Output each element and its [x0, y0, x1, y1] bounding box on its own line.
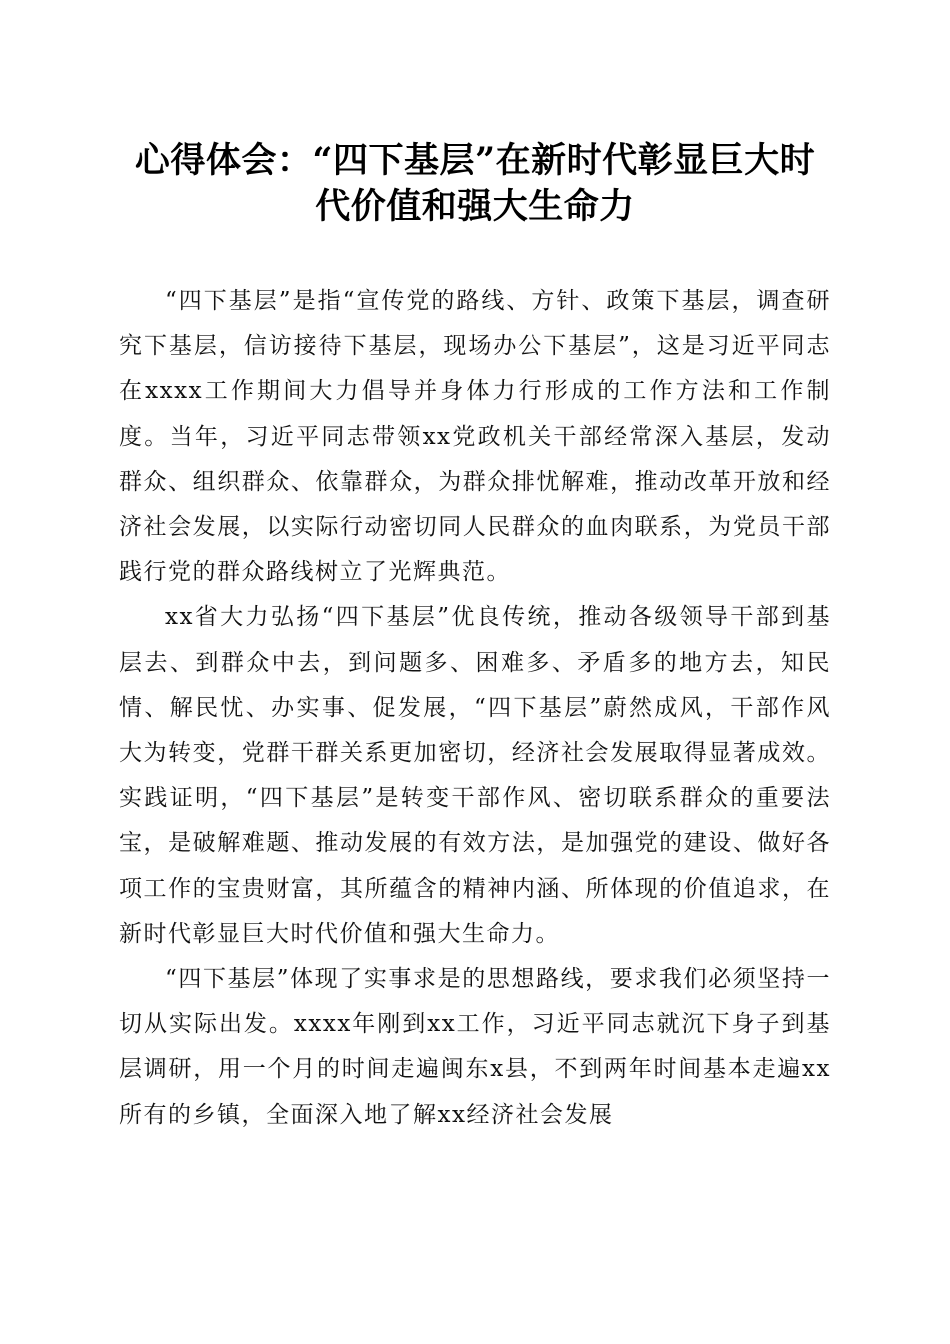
paragraph: xx省大力弘扬“四下基层”优良传统，推动各级领导干部到基层去、到群众中去，到问题多、困难多、矛盾多的地方去，知民情、解民忧、办实事、促发展，“四下基层”蔚然成风，干部作风大为转变，党群干群关系更加密切，经济社会发展取得显著成效。实践证明，“四下基层”是转变干部作风、密切联系群众的重要法宝，是破解难题、推动发展的有效方法，是加强党的建设、做好各项工作的宝贵财富，其所蕴含的精神内涵、所体现的价值追求，在新时代彰显巨大时代价值和强大生命力。	[119, 604, 831, 947]
title-line: 代价值和强大生命力	[315, 186, 635, 227]
document-body	[119, 279, 831, 1138]
paragraph: “四下基层”是指“宣传党的路线、方针、政策下基层，调查研究下基层，信访接待下基层，现场办公下基层”，这是习近平同志在xxxx工作期间大力倡导并身体力行形成的工作方法和工作制度。当年，习近平同志带领xx党政机关干部经常深入基层，发动群众、组织群众、依靠群众，为群众排忧解难，推动改革开放和经济社会发展，以实际行动密切同人民群众的血肉联系，为党员干部践行党的群众路线树立了光辉典范。	[119, 288, 831, 586]
document-title	[110, 138, 840, 230]
title-line: 心得体会：“四下基层”在新时代彰显巨大时	[134, 140, 816, 181]
paragraph: “四下基层”体现了实事求是的思想路线，要求我们必须坚持一切从实际出发。xxxx年刚到xx工作，习近平同志就沉下身子到基层调研，用一个月的时间走遍闽东x县，不到两年时间基本走遍xx所有的乡镇，全面深入地了解xx经济社会发展	[119, 966, 831, 1128]
